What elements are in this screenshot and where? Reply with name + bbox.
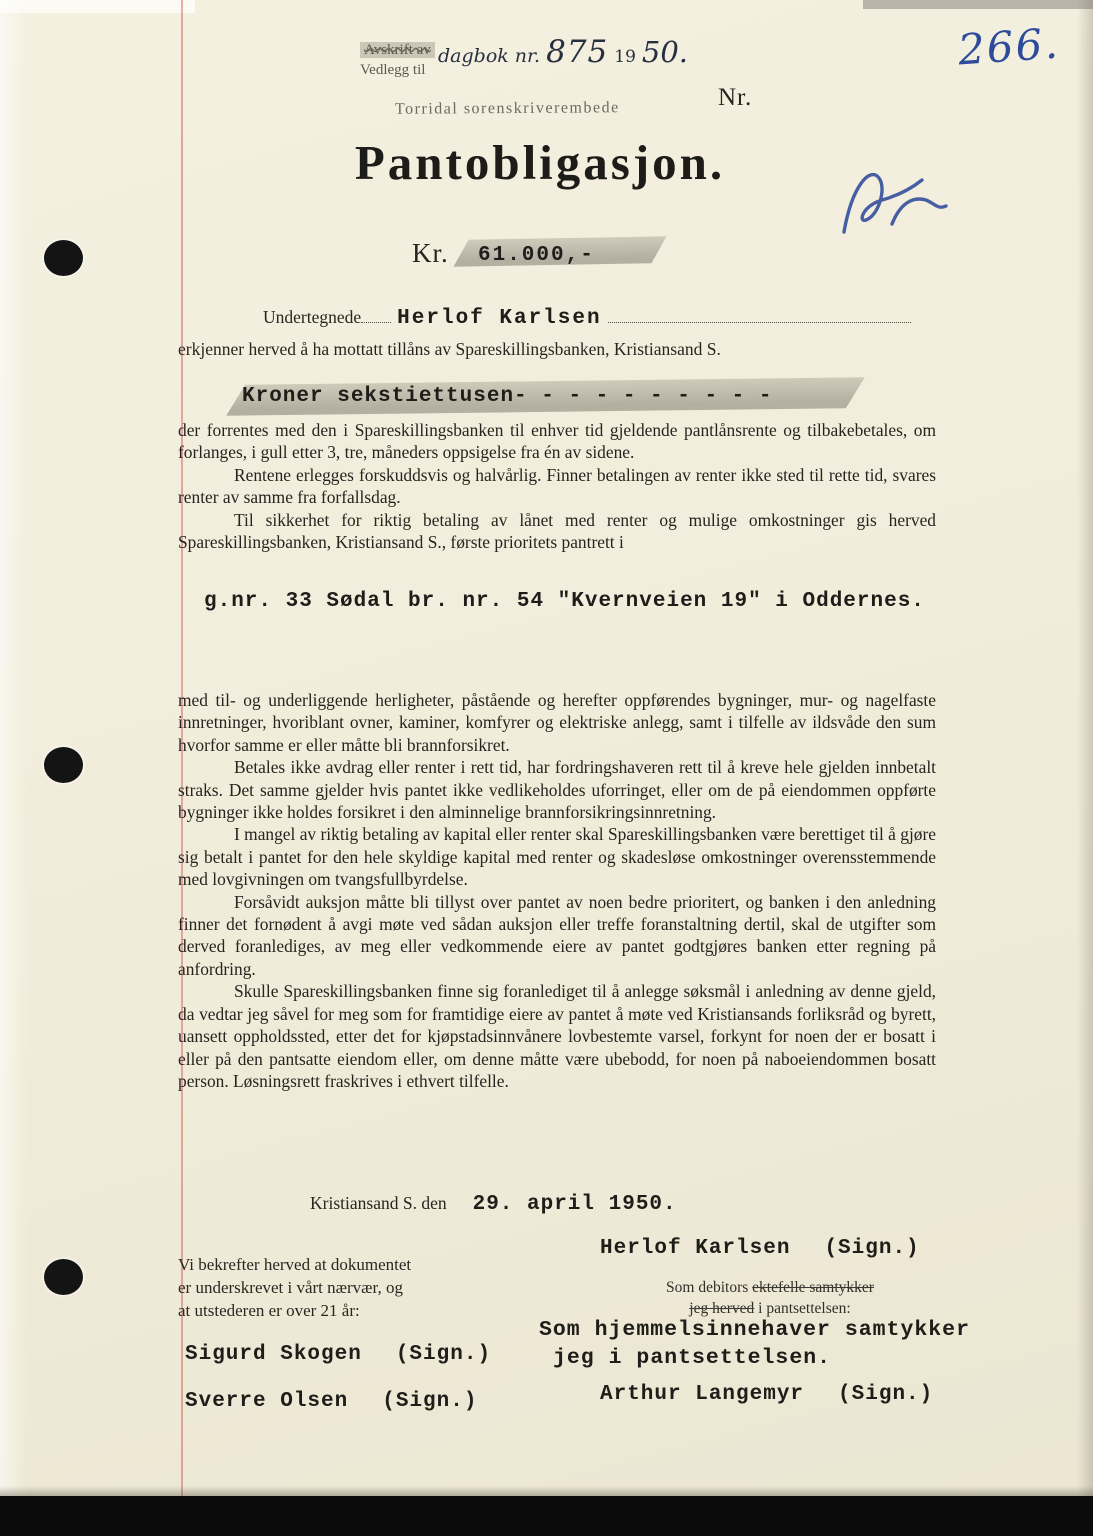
amount-in-words: Kroner sekstiettusen- - - - - - - - - - bbox=[242, 385, 773, 408]
dotted-leader bbox=[608, 304, 911, 323]
witness-signature-line bbox=[185, 1343, 491, 1366]
paragraph: I mangel av riktig betaling av kapital eller renter skal Spareskillingsbanken være berettiget til å gjøre sig betalt i pantet for den hele skyldige kapital med renter og skadesløse omkostninger overensstemmende med lovgivningen om tvangsfullbyrdelse. bbox=[178, 824, 936, 890]
scan-edge-top-left bbox=[0, 0, 195, 13]
witness-signature-sign: (Sign.) bbox=[382, 1390, 478, 1413]
debtor-signature-line bbox=[600, 1237, 920, 1260]
punch-hole bbox=[44, 1259, 83, 1295]
undertegnede-label: Undertegnede bbox=[263, 307, 362, 328]
debtor-line bbox=[263, 304, 911, 330]
spouse-clause-text: Som debitors bbox=[666, 1279, 749, 1296]
witness-signature-name: Sigurd Skogen bbox=[185, 1343, 362, 1366]
consenter-signature-line bbox=[600, 1383, 933, 1406]
dagbok-number: 875 bbox=[546, 34, 609, 70]
stamp-vedlegg-line: Vedlegg til bbox=[360, 62, 426, 78]
date-line bbox=[310, 1193, 677, 1216]
scan-bottom-edge bbox=[0, 1496, 1093, 1536]
paragraph: med til- og underliggende herligheter, påstående og herefter oppførendes bygninger, mur- og nagelfaste innretninger, hvoriblant ovner, kaminer, komfyrer og elektriske anlegg, samt i tilfelle av ildsvåde den sum hvorfor samme er eller måtte bli brannforsikret. bbox=[178, 690, 936, 755]
journal-entry-handwritten bbox=[438, 34, 688, 70]
paper-bottom-shadow bbox=[0, 1486, 1093, 1496]
witness-statement-line: at utstederen er over 21 år: bbox=[178, 1301, 360, 1320]
paragraph: Betales ikke avdrag eller renter i rett tid, har fordringshaveren rett til å kreve hele gjelden innbetalt straks. Det samme gjelder hvis pantet ikke vedlikeholdes uforringet, eller om de på eiendommen oppførte bygninger ikke holdes forsikret i den alminnelige brannforsikringsinnretning. bbox=[178, 757, 936, 823]
amount-row bbox=[412, 238, 449, 269]
amount-value: 61.000,- bbox=[478, 244, 595, 267]
paragraph: Til sikkerhet for riktig betaling av lånet med renter og mulige omkostninger gis herved Spareskillingsbanken, Kristiansand S., første prioritets pantrett i bbox=[178, 509, 936, 553]
punch-hole bbox=[44, 747, 83, 783]
debtor-signature-sign: (Sign.) bbox=[824, 1237, 920, 1260]
dagbok-year-written: 50. bbox=[641, 35, 689, 69]
date-place-label: Kristiansand S. den bbox=[310, 1193, 447, 1213]
debtor-name: Herlof Karlsen bbox=[397, 307, 602, 331]
paragraph: Skulle Spareskillingsbanken finne sig foranlediget til å anlegge søksmål i anledning av denne gjeld, da vedtar jeg såvel for meg som for framtidige eiere av pantet å møte ved Kristiansands forliksråd og byrett, uansett oppholdssted, etter det for kjøpstadsinnvånere lovbestemte varsel, forkynt for noen der er bosatt i eller på den pantsatte eiendom eller, om denne måtte være ubebodd, for noen på naboeiendommen bosatt person. Løsningsrett fraskrives i ethvert tilfelle. bbox=[178, 981, 936, 1091]
dotted-leader bbox=[361, 304, 391, 323]
handwritten-ink-mark-icon bbox=[834, 158, 959, 246]
consenter-signature-name: Arthur Langemyr bbox=[600, 1383, 805, 1406]
paragraph: Forsåvidt auksjon måtte bli tillyst over pantet av noen bedre prioritert, og banken i den anledning finner det fornødent å avgi møte ved sådan auksjon eller treffe foranstaltning dertil, skal de utgifter som derved foranlediges, av meg eller vedkommende eiere av pantet godtgjøres banken etter regning på anfordring. bbox=[178, 891, 936, 979]
punch-hole bbox=[44, 240, 83, 276]
witness-statement bbox=[178, 1253, 411, 1322]
consent-line-1: Som hjemmelsinnehaver samtykker bbox=[539, 1318, 970, 1342]
date-value: 29. april 1950. bbox=[472, 1193, 677, 1216]
page-number-handwritten: 266. bbox=[956, 18, 1062, 75]
witness-signature-line bbox=[185, 1390, 477, 1413]
document-title: Pantobligasjon. bbox=[354, 135, 726, 190]
paper-left-edge bbox=[0, 0, 28, 1536]
witness-statement-line: er underskrevet i vårt nærvær, og bbox=[178, 1278, 403, 1297]
attachment-stamp bbox=[360, 40, 435, 80]
paper-right-edge bbox=[1077, 0, 1093, 1536]
dagbok-label: dagbok nr. bbox=[438, 45, 541, 67]
debtor-signature-name: Herlof Karlsen bbox=[600, 1237, 791, 1260]
paragraph: Rentene erlegges forskuddsvis og halvårlig. Finner betalingen av renter ikke sted til rette tid, svares renter av samme fra forfallsdag. bbox=[178, 464, 936, 508]
acknowledge-line: erkjenner herved å ha mottatt tillåns av Spareskillingsbanken, Kristiansand S. bbox=[178, 339, 721, 359]
terms-paragraphs-1 bbox=[178, 419, 936, 553]
kr-label: Kr. bbox=[412, 238, 449, 268]
spouse-clause-text: i pantsettelsen: bbox=[758, 1300, 851, 1317]
spouse-clause-struck-text: ektefelle samtykker bbox=[752, 1279, 874, 1296]
scan-edge-top-right bbox=[863, 0, 1093, 9]
spouse-clause-struck-text: jeg herved bbox=[689, 1300, 755, 1317]
witness-signature-name: Sverre Olsen bbox=[185, 1390, 349, 1413]
dagbok-year-printed: 19 bbox=[614, 47, 636, 67]
consent-line-2: jeg i pantsettelsen. bbox=[553, 1346, 832, 1370]
property-description: g.nr. 33 Sødal br. nr. 54 "Kvernveien 19" i Oddernes. bbox=[204, 590, 925, 613]
witness-statement-line: Vi bekrefter herved at dokumentet bbox=[178, 1255, 412, 1274]
spouse-consent-clause bbox=[590, 1277, 950, 1319]
stamp-avskrift-line: Avskrift av bbox=[360, 42, 435, 58]
paragraph: der forrentes med den i Spareskillingsbanken til enhver tid gjeldende pantlånsrente og tilbakebetales, om forlanges, i gull etter 3, tre, måneders oppsigelse fra én av sidene. bbox=[178, 420, 936, 463]
office-stamp: Torridal sorenskriverembede bbox=[394, 99, 620, 118]
nr-label: Nr. bbox=[718, 84, 753, 111]
witness-signature-sign: (Sign.) bbox=[395, 1343, 492, 1366]
consenter-signature-sign: (Sign.) bbox=[838, 1383, 934, 1406]
terms-paragraphs-2 bbox=[178, 689, 936, 1092]
